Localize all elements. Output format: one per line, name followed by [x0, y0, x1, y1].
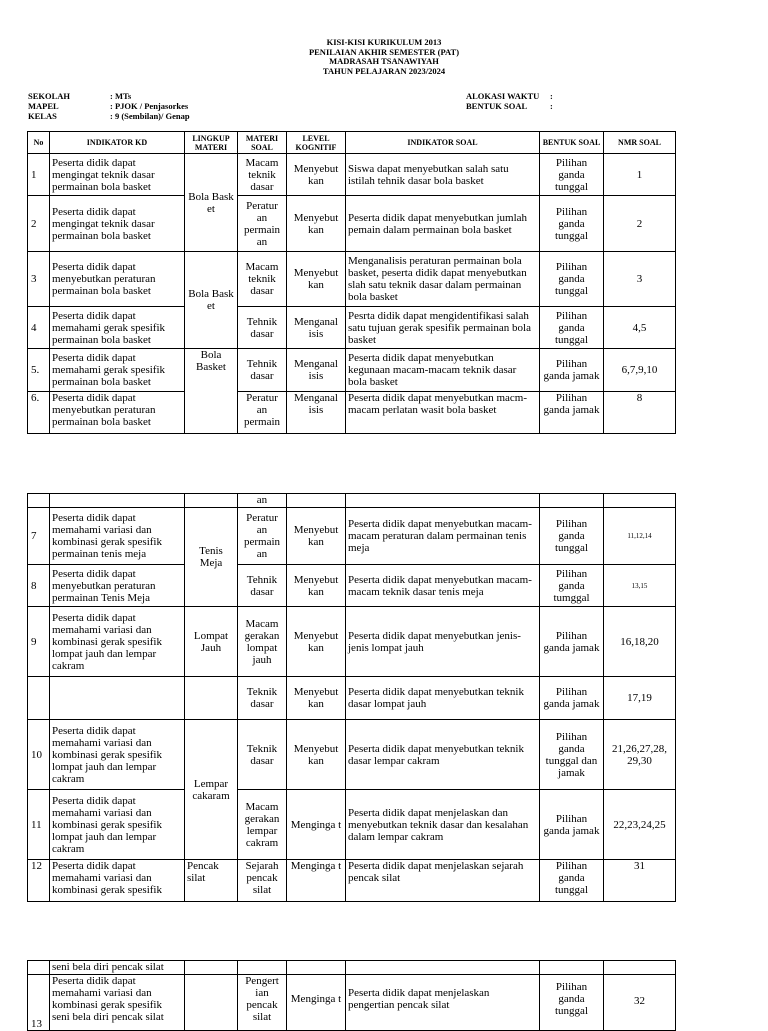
cell-level-kognitif: Menginga t [287, 790, 346, 860]
cell-nmr-soal: 13,15 [604, 565, 676, 607]
cell-lingkup-materi: Lempar cakaram [185, 720, 238, 860]
cell-level-kognitif: Menyebut kan [287, 508, 346, 565]
info-row-mapel [28, 101, 190, 111]
cell-no [28, 494, 50, 508]
cell-nmr-soal: 8 [604, 392, 676, 434]
cell-indikator-soal: Pesrta didik dapat mengidentifikasi salah satu tujuan gerak spesifik permainan bola basket [346, 307, 540, 349]
cell-lingkup-materi [185, 961, 238, 975]
cell-bentuk-soal: Pilihan ganda tunggal [540, 154, 604, 196]
col-header-indikator-soal: INDIKATOR SOAL [346, 132, 540, 154]
cell-nmr-soal: 3 [604, 252, 676, 307]
table-row [28, 720, 676, 790]
cell-no: 9 [28, 607, 50, 677]
cell-lingkup-materi: Pencak silat [185, 860, 238, 902]
cell-nmr-soal: 4,5 [604, 307, 676, 349]
cell-bentuk-soal: Pilihan ganda tunggal [540, 860, 604, 902]
cell-nmr-soal: 11,12,14 [604, 508, 676, 565]
cell-indikator-kd [50, 494, 185, 508]
cell-no: 3 [28, 252, 50, 307]
cell-lingkup-materi: Lompat Jauh [185, 607, 238, 677]
table-row [28, 349, 676, 392]
cell-materi-soal: Tehnik dasar [238, 565, 287, 607]
cell-level-kognitif: Menyebut kan [287, 607, 346, 677]
cell-nmr-soal: 22,23,24,25 [604, 790, 676, 860]
col-header-no: No [28, 132, 50, 154]
cell-level-kognitif: Menyebut kan [287, 196, 346, 252]
cell-no: 1 [28, 154, 50, 196]
cell-level-kognitif: Menyebut kan [287, 154, 346, 196]
cell-materi-soal [238, 961, 287, 975]
cell-bentuk-soal: Pilihan ganda jamak [540, 677, 604, 720]
table-row [28, 307, 676, 349]
cell-indikator-soal: Peserta didik dapat menyebutkan teknik dasar lempar cakram [346, 720, 540, 790]
cell-materi-soal: an [238, 494, 287, 508]
title-line-3: MADRASAH TSANAWIYAH [329, 56, 439, 66]
table-row [28, 252, 676, 307]
cell-indikator-soal: Peserta didik dapat menyebutkan teknik dasar lompat jauh [346, 677, 540, 720]
cell-no [28, 961, 50, 975]
cell-materi-soal: Peratur an permain an [238, 508, 287, 565]
cell-indikator-soal: Peserta didik dapat menjelaskan pengertian pencak silat [346, 975, 540, 1031]
table-row [28, 494, 676, 508]
table-row [28, 961, 676, 975]
cell-no: 13 [28, 975, 50, 1031]
cell-materi-soal: Teknik dasar [238, 677, 287, 720]
cell-nmr-soal: 16,18,20 [604, 607, 676, 677]
cell-no: 5. [28, 349, 50, 392]
cell-indikator-soal: Peserta didik dapat menyebutkan jumlah pemain dalam permainan bola basket [346, 196, 540, 252]
kisi-table-page-1 [27, 131, 676, 434]
cell-materi-soal: Macam teknik dasar [238, 252, 287, 307]
cell-level-kognitif: Menyebut kan [287, 252, 346, 307]
info-row-alokasi [466, 91, 553, 101]
cell-materi-soal: Macam teknik dasar [238, 154, 287, 196]
info-value: : PJOK / Penjasorkes [110, 101, 189, 111]
cell-level-kognitif: Menyebut kan [287, 677, 346, 720]
cell-bentuk-soal [540, 494, 604, 508]
cell-bentuk-soal: Pilihan ganda tunggal [540, 975, 604, 1031]
cell-bentuk-soal: Pilihan ganda tunggal [540, 196, 604, 252]
table-row [28, 607, 676, 677]
cell-indikator-kd: Peserta didik dapat menyebutkan peraturan permainan bola basket [50, 392, 185, 434]
info-label: BENTUK SOAL [466, 101, 528, 111]
cell-level-kognitif: Menganal isis [287, 307, 346, 349]
cell-nmr-soal: 6,7,9,10 [604, 349, 676, 392]
table-header-row [28, 132, 676, 154]
col-header-nmr-soal: NMR SOAL [604, 132, 676, 154]
cell-indikator-soal: Peserta didik dapat menyebutkan macam-macam teknik dasar tenis meja [346, 565, 540, 607]
table-row [28, 975, 676, 1031]
cell-indikator-kd: Peserta didik dapat mengingat teknik dasar permainan bola basket [50, 154, 185, 196]
cell-materi-soal: Tehnik dasar [238, 349, 287, 392]
table-row [28, 392, 676, 434]
cell-indikator-soal: Peserta didik dapat menyebutkan macam-macam peraturan dalam permainan tenis meja [346, 508, 540, 565]
title-line-1: KISI-KISI KURIKULUM 2013 [326, 37, 442, 47]
cell-lingkup-materi: Bola Bask et [185, 252, 238, 349]
cell-indikator-soal: Peserta didik dapat menyebutkan macm-macam perlatan wasit bola basket [346, 392, 540, 434]
cell-bentuk-soal: Pilihan ganda tunggal [540, 252, 604, 307]
cell-bentuk-soal: Pilihan ganda jamak [540, 349, 604, 392]
info-label: ALOKASI WAKTU [466, 91, 540, 101]
cell-nmr-soal: 21,26,27,28, 29,30 [604, 720, 676, 790]
document-title [0, 38, 768, 76]
info-value: : 9 (Sembilan)/ Genap [110, 111, 190, 121]
cell-nmr-soal: 1 [604, 154, 676, 196]
cell-indikator-soal: Peserta didik dapat menyebutkan jenis-jenis lompat jauh [346, 607, 540, 677]
cell-indikator-kd: Peserta didik dapat mengingat teknik dasar permainan bola basket [50, 196, 185, 252]
cell-no: 7 [28, 508, 50, 565]
cell-materi-soal: Tehnik dasar [238, 307, 287, 349]
table-row [28, 196, 676, 252]
cell-nmr-soal: 2 [604, 196, 676, 252]
cell-lingkup-materi [185, 677, 238, 720]
cell-indikator-soal [346, 494, 540, 508]
cell-indikator-soal [346, 961, 540, 975]
cell-nmr-soal [604, 494, 676, 508]
cell-no: 8 [28, 565, 50, 607]
title-line-4: TAHUN PELAJARAN 2023/2024 [322, 65, 446, 76]
cell-indikator-kd: Peserta didik dapat menyebutkan peraturan permainan Tenis Meja [50, 565, 185, 607]
info-row-bentuk [466, 101, 553, 111]
cell-level-kognitif: Menganal isis [287, 349, 346, 392]
cell-indikator-kd: Peserta didik dapat memahami variasi dan kombinasi gerak spesifik lompat jauh dan lempar cakram [50, 790, 185, 860]
cell-indikator-soal: Peserta didik dapat menjelaskan sejarah pencak silat [346, 860, 540, 902]
cell-materi-soal: Macam gerakan lompat jauh [238, 607, 287, 677]
info-label: SEKOLAH [28, 91, 71, 101]
cell-nmr-soal: 17,19 [604, 677, 676, 720]
cell-no [28, 677, 50, 720]
table-row [28, 565, 676, 607]
title-line-2: PENILAIAN AKHIR SEMESTER (PAT) [308, 46, 460, 57]
cell-materi-soal: Peratur an permain [238, 392, 287, 434]
table-row [28, 677, 676, 720]
cell-indikator-soal: Peserta didik dapat menyebutkan kegunaan macam-macam teknik dasar bola basket [346, 349, 540, 392]
cell-nmr-soal: 32 [604, 975, 676, 1031]
cell-indikator-kd: seni bela diri pencak silat [50, 961, 185, 975]
table-row [28, 508, 676, 565]
cell-materi-soal: Teknik dasar [238, 720, 287, 790]
info-row-kelas [28, 111, 190, 121]
cell-bentuk-soal [540, 961, 604, 975]
info-label: KELAS [28, 111, 57, 121]
cell-indikator-kd: Peserta didik dapat memahami gerak spesifik permainan bola basket [50, 307, 185, 349]
cell-bentuk-soal: Pilihan ganda tumggal [540, 565, 604, 607]
col-header-indikator-kd: INDIKATOR KD [50, 132, 185, 154]
cell-indikator-kd: Peserta didik dapat memahami variasi dan kombinasi gerak spesifik lompat jauh dan lempar cakram [50, 720, 185, 790]
col-header-lingkup-materi: LINGKUP MATERI [185, 132, 238, 154]
cell-bentuk-soal: Pilihan ganda jamak [540, 607, 604, 677]
kisi-table-page-2 [27, 493, 676, 902]
cell-no: 12 [28, 860, 50, 902]
col-header-materi-soal: MATERI SOAL [238, 132, 287, 154]
cell-indikator-kd [50, 677, 185, 720]
cell-bentuk-soal: Pilihan ganda jamak [540, 392, 604, 434]
cell-bentuk-soal: Pilihan ganda tunggal [540, 307, 604, 349]
cell-lingkup-materi: Bola Bask et [185, 154, 238, 252]
cell-bentuk-soal: Pilihan ganda jamak [540, 790, 604, 860]
cell-level-kognitif: Menganal isis [287, 392, 346, 434]
cell-no: 11 [28, 790, 50, 860]
col-header-level-kognitif: LEVEL KOGNITIF [287, 132, 346, 154]
cell-level-kognitif: Menyebut kan [287, 565, 346, 607]
cell-no: 6. [28, 392, 50, 434]
cell-indikator-kd: Peserta didik dapat memahami variasi dan kombinasi gerak spesifik lompat jauh dan lempar cakram [50, 607, 185, 677]
cell-no: 10 [28, 720, 50, 790]
table-row [28, 790, 676, 860]
info-value: : [550, 101, 553, 111]
info-row-sekolah [28, 91, 190, 101]
info-value: : MTs [110, 91, 132, 101]
cell-level-kognitif: Menyebut kan [287, 720, 346, 790]
info-value: : [550, 91, 553, 101]
cell-materi-soal: Macam gerakan lempar cakram [238, 790, 287, 860]
info-label: MAPEL [28, 101, 59, 111]
table-row [28, 154, 676, 196]
cell-lingkup-materi [185, 494, 238, 508]
cell-level-kognitif [287, 494, 346, 508]
cell-materi-soal: Peratur an permain an [238, 196, 287, 252]
cell-no: 2 [28, 196, 50, 252]
cell-lingkup-materi: Tenis Meja [185, 508, 238, 607]
exam-info [466, 91, 553, 111]
cell-indikator-soal: Menganalisis peraturan permainan bola basket, peserta didik dapat menyebutkan slah satu teknik dasar dalam permainan bola basket [346, 252, 540, 307]
cell-level-kognitif: Menginga t [287, 975, 346, 1031]
cell-indikator-kd: Peserta didik dapat memahami variasi dan kombinasi gerak spesifik permainan tenis meja [50, 508, 185, 565]
cell-bentuk-soal: Pilihan ganda tunggal [540, 508, 604, 565]
cell-indikator-soal: Siswa dapat menyebutkan salah satu istilah tehnik dasar bola basket [346, 154, 540, 196]
cell-lingkup-materi [185, 975, 238, 1031]
cell-indikator-kd: Peserta didik dapat memahami gerak spesifik permainan bola basket [50, 349, 185, 392]
cell-materi-soal: Pengert ian pencak silat [238, 975, 287, 1031]
cell-bentuk-soal: Pilihan ganda tunggal dan jamak [540, 720, 604, 790]
cell-indikator-kd: Peserta didik dapat memahami variasi dan kombinasi gerak spesifik [50, 860, 185, 902]
cell-indikator-kd: Peserta didik dapat menyebutkan peraturan permainan bola basket [50, 252, 185, 307]
cell-level-kognitif [287, 961, 346, 975]
cell-lingkup-materi: Bola Basket [185, 349, 238, 434]
school-info [28, 91, 190, 121]
col-header-bentuk-soal: BENTUK SOAL [540, 132, 604, 154]
cell-indikator-soal: Peserta didik dapat menjelaskan dan menyebutkan teknik dasar dan kesalahan dalam lempar cakram [346, 790, 540, 860]
cell-indikator-kd: Peserta didik dapat memahami variasi dan kombinasi gerak spesifik seni bela diri pencak silat [50, 975, 185, 1031]
cell-level-kognitif: Menginga t [287, 860, 346, 902]
kisi-table-page-3 [27, 960, 676, 1031]
cell-nmr-soal [604, 961, 676, 975]
cell-nmr-soal: 31 [604, 860, 676, 902]
table-row [28, 860, 676, 902]
cell-no: 4 [28, 307, 50, 349]
cell-materi-soal: Sejarah pencak silat [238, 860, 287, 902]
